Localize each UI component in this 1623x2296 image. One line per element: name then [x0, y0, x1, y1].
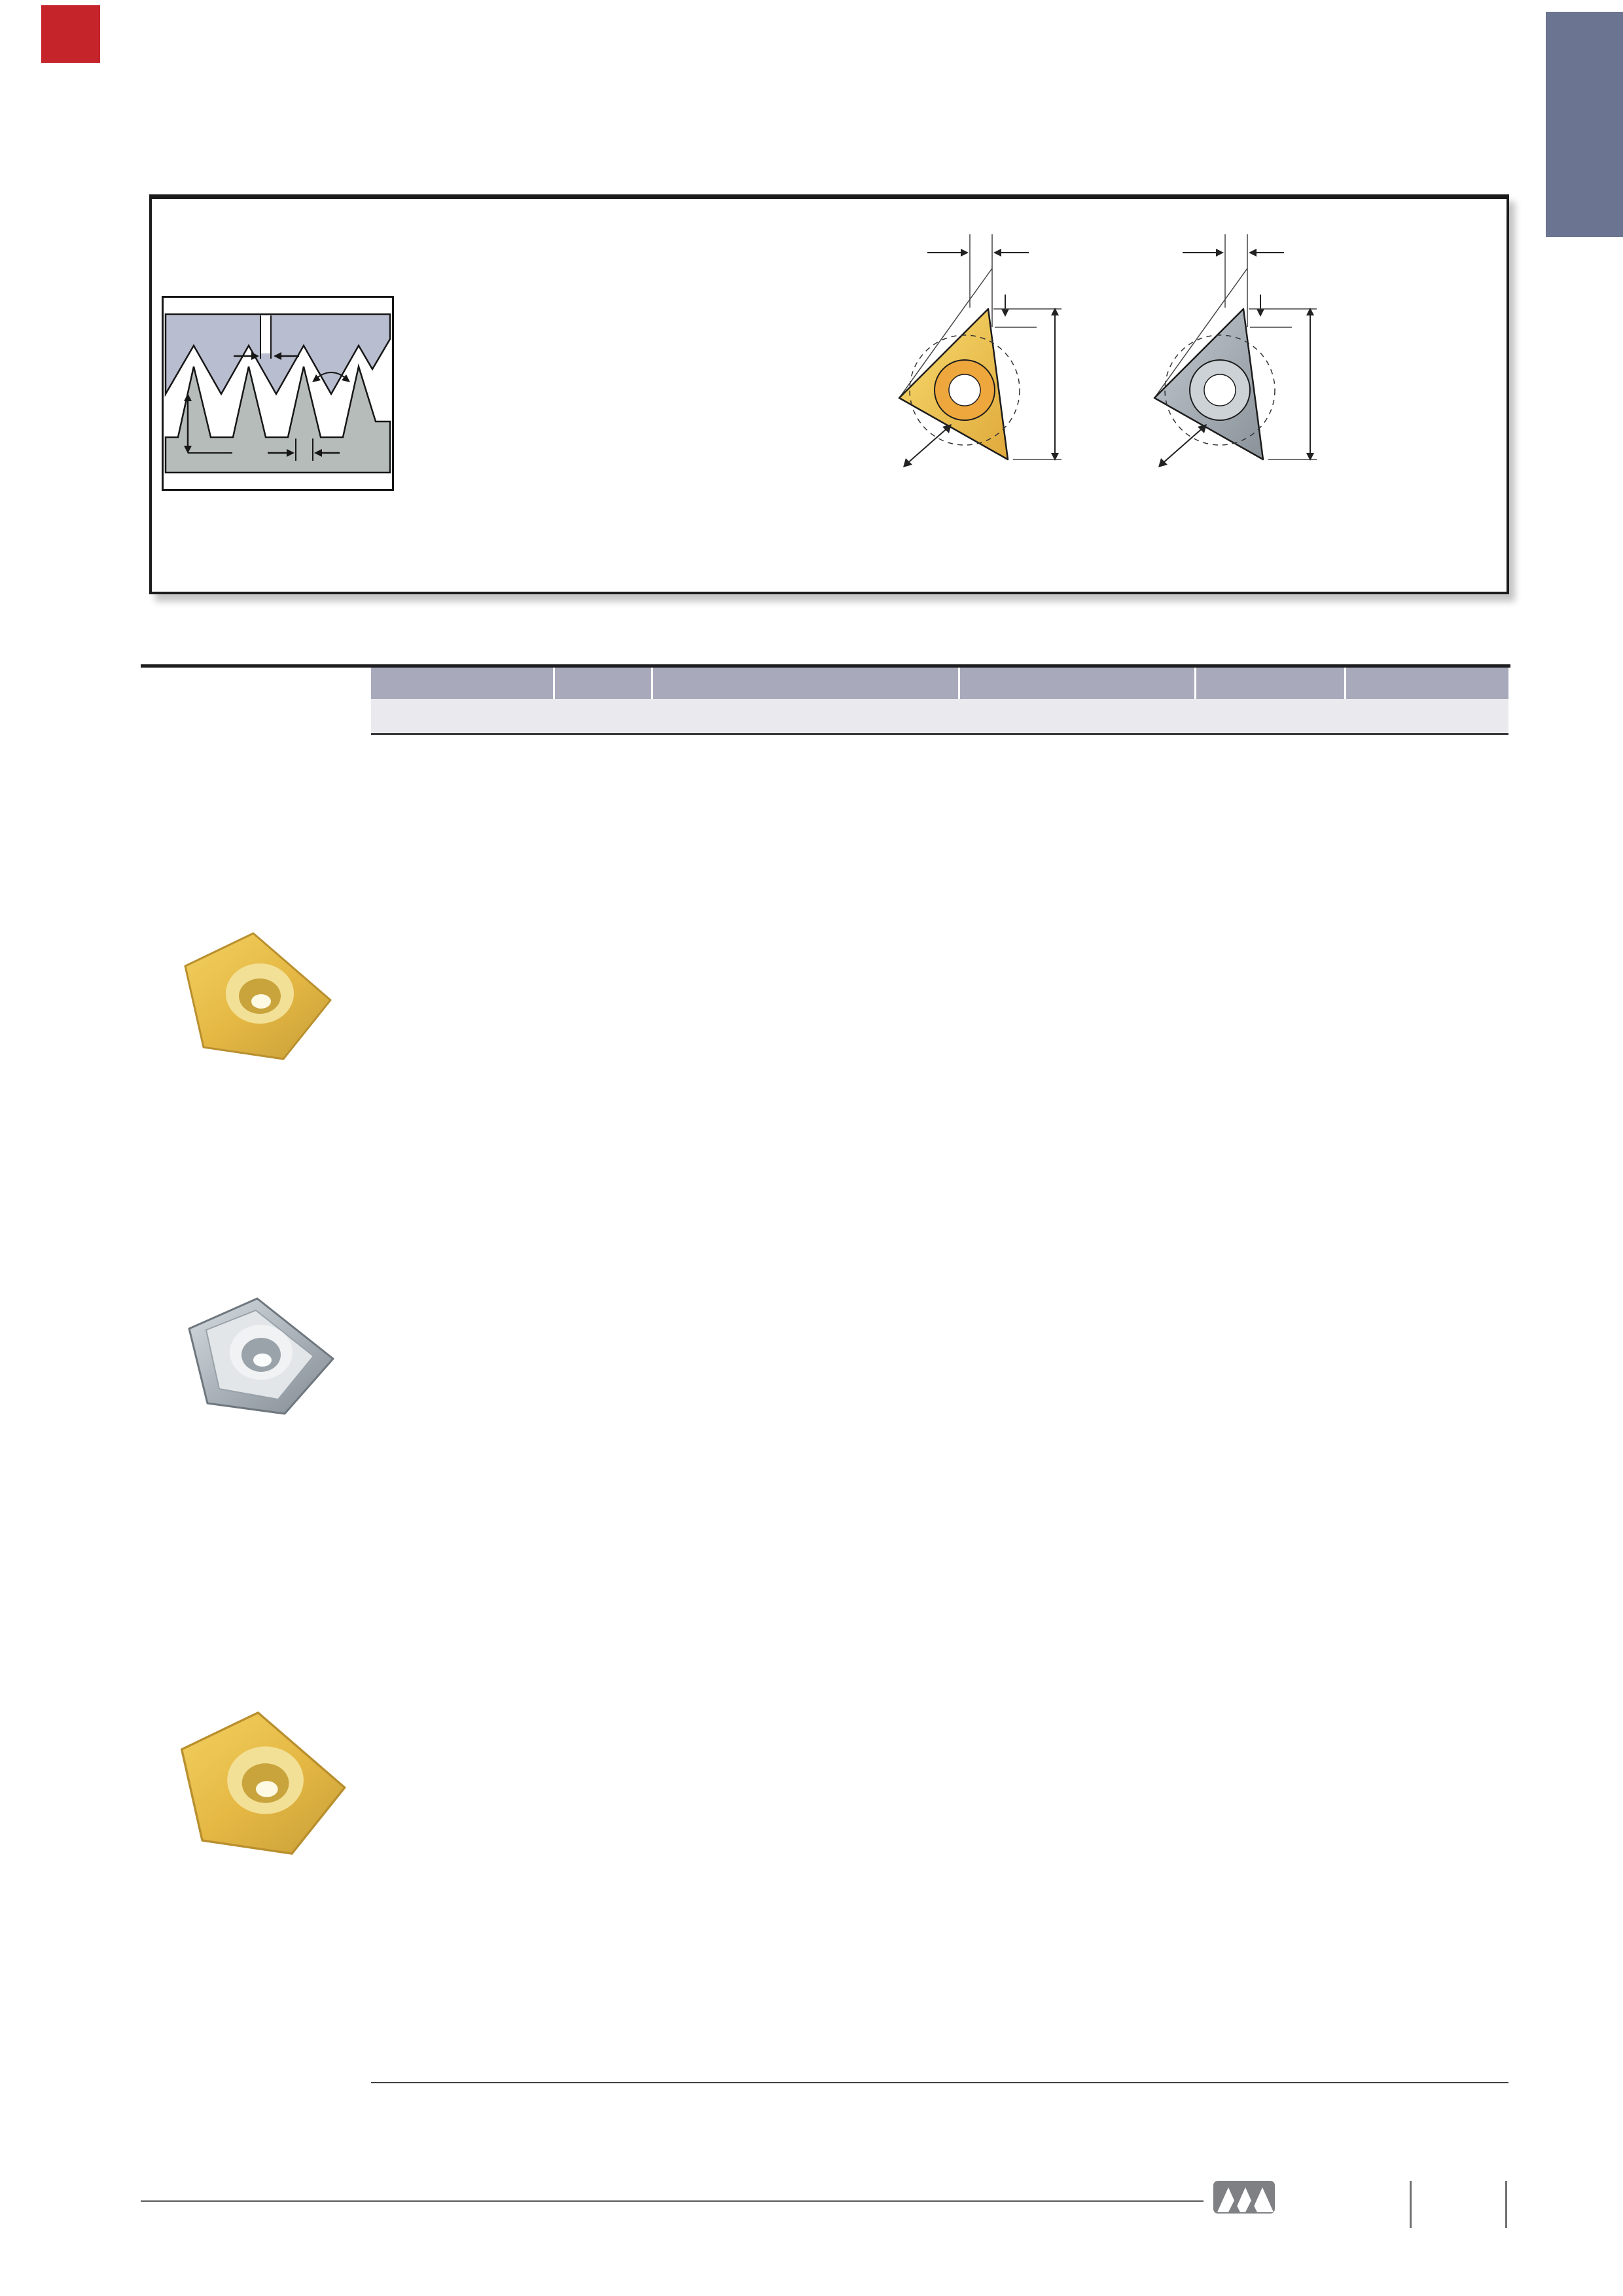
corner-accent-square [41, 5, 100, 63]
internal-panel [149, 194, 1509, 594]
col-header-pitch-mm [553, 699, 651, 733]
footer-divider-right [1505, 2181, 1507, 2228]
col-header-h-min [958, 699, 1037, 733]
col-header-rh [651, 699, 805, 733]
col-header-x [1037, 699, 1116, 733]
col-header-lh [805, 699, 958, 733]
ordering-table [371, 668, 1508, 2085]
insert-photo-scb-quarter [185, 1296, 336, 1417]
col-header-toolholder [1344, 699, 1508, 733]
footer-divider-left [1410, 2181, 1412, 2228]
group-header-ordering-code [651, 668, 958, 699]
group-header-anvil [1194, 668, 1344, 699]
table-top-rule [371, 733, 1508, 735]
group-header-dimensions [958, 668, 1194, 699]
col-header-l [471, 699, 553, 733]
col-header-ic [371, 699, 471, 733]
col-header-anvil-rh [1194, 699, 1267, 733]
group-header-blank [1344, 668, 1508, 699]
table-bottom-rule [371, 2082, 1508, 2083]
col-header-y [1116, 699, 1194, 733]
scb-insert-diagram [1120, 229, 1349, 484]
vargus-logo-zigzag-icon [1212, 2178, 1277, 2220]
thread-profile-diagram [162, 296, 394, 491]
table-group-header [371, 668, 1508, 699]
side-tab-thread-turning-inserts [1546, 12, 1623, 237]
insert-photo-standard-quarter [180, 929, 334, 1064]
insert-photo-standard-threeeighths [175, 1708, 349, 1859]
group-header-pitch [553, 668, 651, 699]
group-header-insert-size [371, 668, 553, 699]
pitch-slit [260, 315, 271, 353]
col-header-anvil-lh [1267, 699, 1344, 733]
table-column-header [371, 699, 1508, 733]
standard-insert-diagram [865, 229, 1094, 484]
footer-rule [141, 2200, 1204, 2202]
